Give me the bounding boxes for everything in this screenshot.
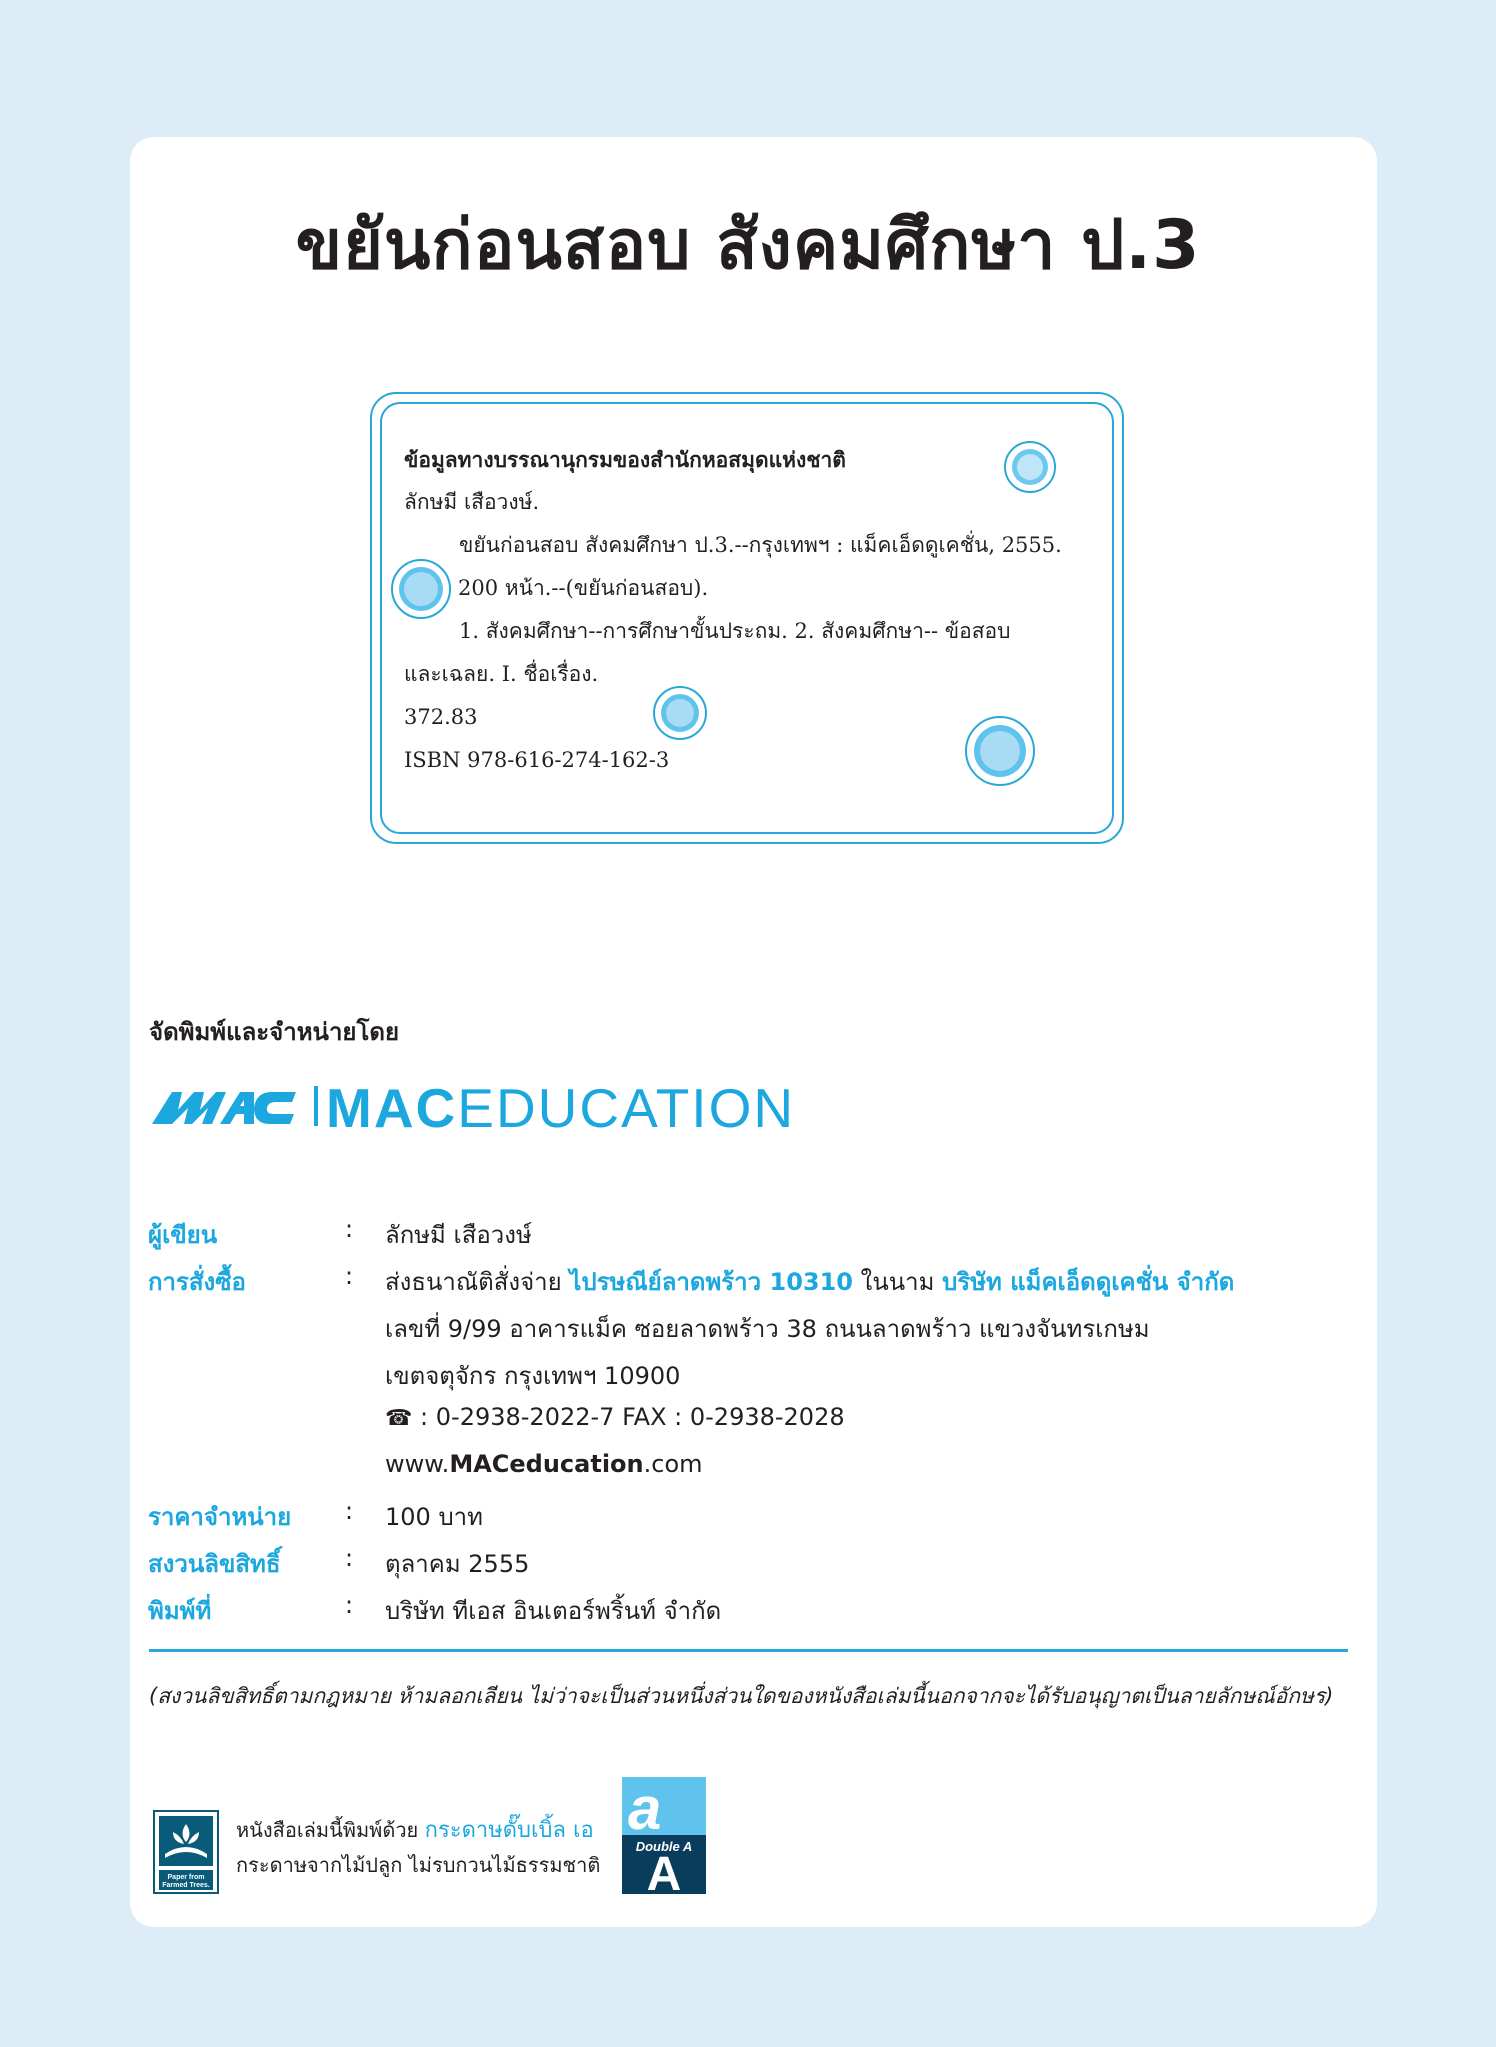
cip-class-number: 372.83 — [404, 705, 478, 729]
copyright-notice: (สงวนลิขสิทธิ์ตามกฎหมาย ห้ามลอกเลียน ไม่ว่าจะเป็นส่วนหนึ่งส่วนใดของหนังสือเล่มนี้นอกจากจะได้รับอนุญาตเป็นลายลักษณ์อักษร) — [149, 1684, 1334, 1708]
divider — [149, 1649, 1348, 1652]
info-row-copyright: สงวนลิขสิทธิ์ : ตุลาคม 2555 — [148, 1544, 530, 1578]
publication-info — [148, 1215, 1348, 1638]
info-row-price: ราคาจำหน่าย : 100 บาท — [148, 1497, 483, 1531]
cip-line: 200 หน้า.--(ขยันก่อนสอบ). — [458, 576, 709, 600]
phone-icon: ☎ — [385, 1406, 413, 1431]
svg-text:Farmed Trees.: Farmed Trees. — [162, 1882, 210, 1889]
logo-wordmark: MACEDUCATION — [326, 1077, 796, 1139]
info-row-phone: ☎ : 0-2938-2022-7 FAX : 0-2938-2028 — [385, 1403, 845, 1431]
svg-text:A: A — [646, 1848, 682, 1894]
double-a-logo — [622, 1777, 706, 1894]
cip-line: 1. สังคมศึกษา--การศึกษาขั้นประถม. 2. สังคมศึกษา-- ข้อสอบ — [459, 619, 1011, 643]
info-row-address: เขตจตุจักร กรุงเทพฯ 10900 — [385, 1362, 681, 1390]
logo-separator — [314, 1086, 318, 1126]
svg-text:a: a — [628, 1777, 662, 1842]
info-row-order: การสั่งซื้อ : ส่งธนาณัติสั่งจ่าย ไปรษณีย์ลาดพร้าว 10310 ในนาม บริษัท แม็คเอ็ดดูเคชั่น จำกัด — [148, 1262, 1235, 1296]
info-row-author: ผู้เขียน : ลักษมี เสือวงษ์ — [148, 1215, 532, 1249]
cip-line: และเฉลย. I. ชื่อเรื่อง. — [404, 662, 599, 686]
paper-statement: หนังสือเล่มนี้พิมพ์ด้วย กระดาษดั๊บเบิ้ล เอ กระดาษจากไม้ปลูก ไม่รบกวนไม้ธรรมชาติ — [236, 1818, 601, 1877]
website-link: www.MACeducation.com — [385, 1450, 703, 1478]
cataloging-record — [404, 438, 1104, 782]
cip-author: ลักษมี เสือวงษ์. — [404, 490, 540, 514]
cip-heading: ข้อมูลทางบรรณานุกรมของสำนักหอสมุดแห่งชาติ — [404, 447, 846, 472]
publisher-label: จัดพิมพ์และจำหน่ายโดย — [149, 1018, 400, 1046]
svg-text:Paper from: Paper from — [167, 1874, 205, 1881]
info-row-address: เลขที่ 9/99 อาคารแม็ค ซอยลาดพร้าว 38 ถนนลาดพร้าว แขวงจันทรเกษม — [385, 1315, 1150, 1343]
cip-isbn: ISBN 978-616-274-162-3 — [404, 748, 670, 772]
cip-line: ขยันก่อนสอบ สังคมศึกษา ป.3.--กรุงเทพฯ : แม็คเอ็ดดูเคชั่น, 2555. — [459, 533, 1062, 557]
farmed-trees-icon — [153, 1810, 219, 1894]
info-row-website — [148, 1450, 1348, 1497]
mac-logo-mark-icon — [150, 1084, 300, 1128]
info-row-printer: พิมพ์ที่ : บริษัท ทีเอส อินเตอร์พริ้นท์ จำกัด — [148, 1591, 722, 1625]
svg-text:Double A: Double A — [635, 1839, 693, 1854]
book-title: ขยันก่อนสอบ สังคมศึกษา ป.3 — [295, 206, 1201, 285]
